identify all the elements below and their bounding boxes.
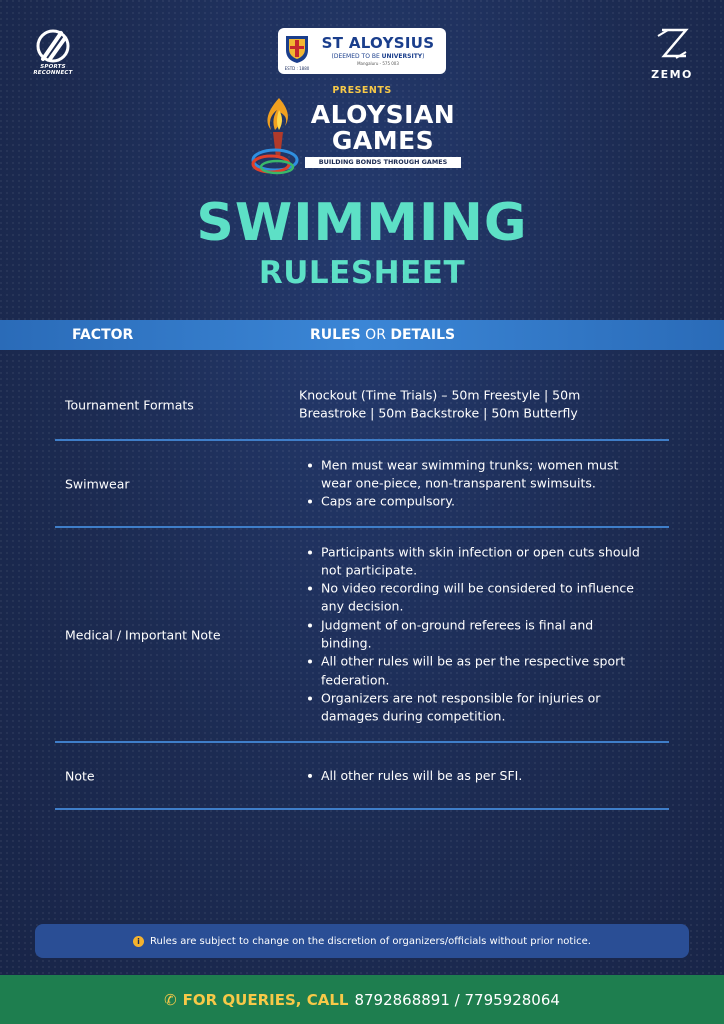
page-title: SWIMMING bbox=[196, 193, 528, 253]
row-factor: Medical / Important Note bbox=[65, 627, 221, 642]
row-factor: Note bbox=[65, 768, 95, 783]
table-row-medical-note bbox=[55, 528, 669, 743]
college-crest-icon bbox=[284, 34, 310, 64]
column-header-rules: RULES OR DETAILS bbox=[310, 327, 456, 343]
row-factor: Tournament Formats bbox=[65, 397, 194, 412]
college-name: ST ALOYSIUS bbox=[321, 34, 435, 52]
row-detail bbox=[299, 456, 639, 511]
college-crest bbox=[284, 34, 310, 71]
list-item: Caps are compulsory. bbox=[299, 493, 639, 511]
college-place: Mangaluru - 575 003 bbox=[357, 61, 399, 66]
torch bbox=[249, 96, 305, 176]
zemo-logo bbox=[646, 26, 698, 81]
page-subtitle: RULESHEET bbox=[258, 255, 466, 291]
games-tagline: BUILDING BONDS THROUGH GAMES bbox=[305, 157, 461, 168]
games-title-line1: ALOYSIAN bbox=[310, 100, 456, 129]
torch-icon bbox=[249, 96, 305, 176]
row-detail bbox=[299, 766, 659, 784]
college-badge bbox=[278, 28, 446, 74]
list-item: Participants with skin infection or open cuts should not participate. bbox=[299, 543, 644, 580]
list-item: No video recording will be considered to influence any decision. bbox=[299, 580, 644, 617]
notice-banner bbox=[35, 924, 689, 958]
list-item: Judgment of on-ground referees is final and binding. bbox=[299, 616, 644, 653]
games-title-line2: GAMES bbox=[331, 126, 435, 155]
sports-reconnect-logo bbox=[28, 26, 78, 76]
footer-phone-numbers: 8792868891 / 7795928064 bbox=[354, 990, 560, 1009]
table-row-note bbox=[55, 743, 669, 810]
list-item: Organizers are not responsible for injuries or damages during competition. bbox=[299, 689, 644, 726]
table-header bbox=[0, 320, 724, 350]
info-icon: i bbox=[133, 936, 144, 947]
college-estd: ESTD : 1880 bbox=[284, 66, 310, 71]
college-subtitle: (DEEMED TO BE UNIVERSITY) bbox=[331, 53, 425, 60]
row-detail bbox=[299, 543, 644, 726]
phone-icon: ✆ bbox=[164, 990, 177, 1009]
aloysian-games-logo bbox=[247, 96, 467, 178]
zemo-logo-icon bbox=[652, 26, 692, 62]
sports-reconnect-text: SPORTS RECONNECT bbox=[33, 64, 73, 76]
list-item: All other rules will be as per the respective sport federation. bbox=[299, 653, 644, 690]
row-factor: Swimwear bbox=[65, 476, 130, 491]
presents-label: PRESENTS bbox=[332, 85, 392, 96]
footer-contact bbox=[0, 975, 724, 1024]
table-row-swimwear bbox=[55, 441, 669, 528]
list-item: Men must wear swimming trunks; women must wear one-piece, non-transparent swimsuits. bbox=[299, 456, 639, 493]
notice-text: Rules are subject to change on the discretion of organizers/officials without prior notice. bbox=[150, 935, 591, 947]
games-title bbox=[303, 102, 463, 154]
footer-label: FOR QUERIES, CALL bbox=[182, 990, 349, 1009]
table-row-tournament-formats bbox=[55, 370, 669, 441]
row-detail-text: Knockout (Time Trials) – 50m Freestyle | 50m Breastroke | 50m Backstroke | 50m Butterfly bbox=[299, 387, 581, 421]
column-header-factor: FACTOR bbox=[72, 327, 134, 343]
list-item: All other rules will be as per SFI. bbox=[299, 766, 659, 784]
zemo-text: ZEMO bbox=[651, 68, 693, 81]
